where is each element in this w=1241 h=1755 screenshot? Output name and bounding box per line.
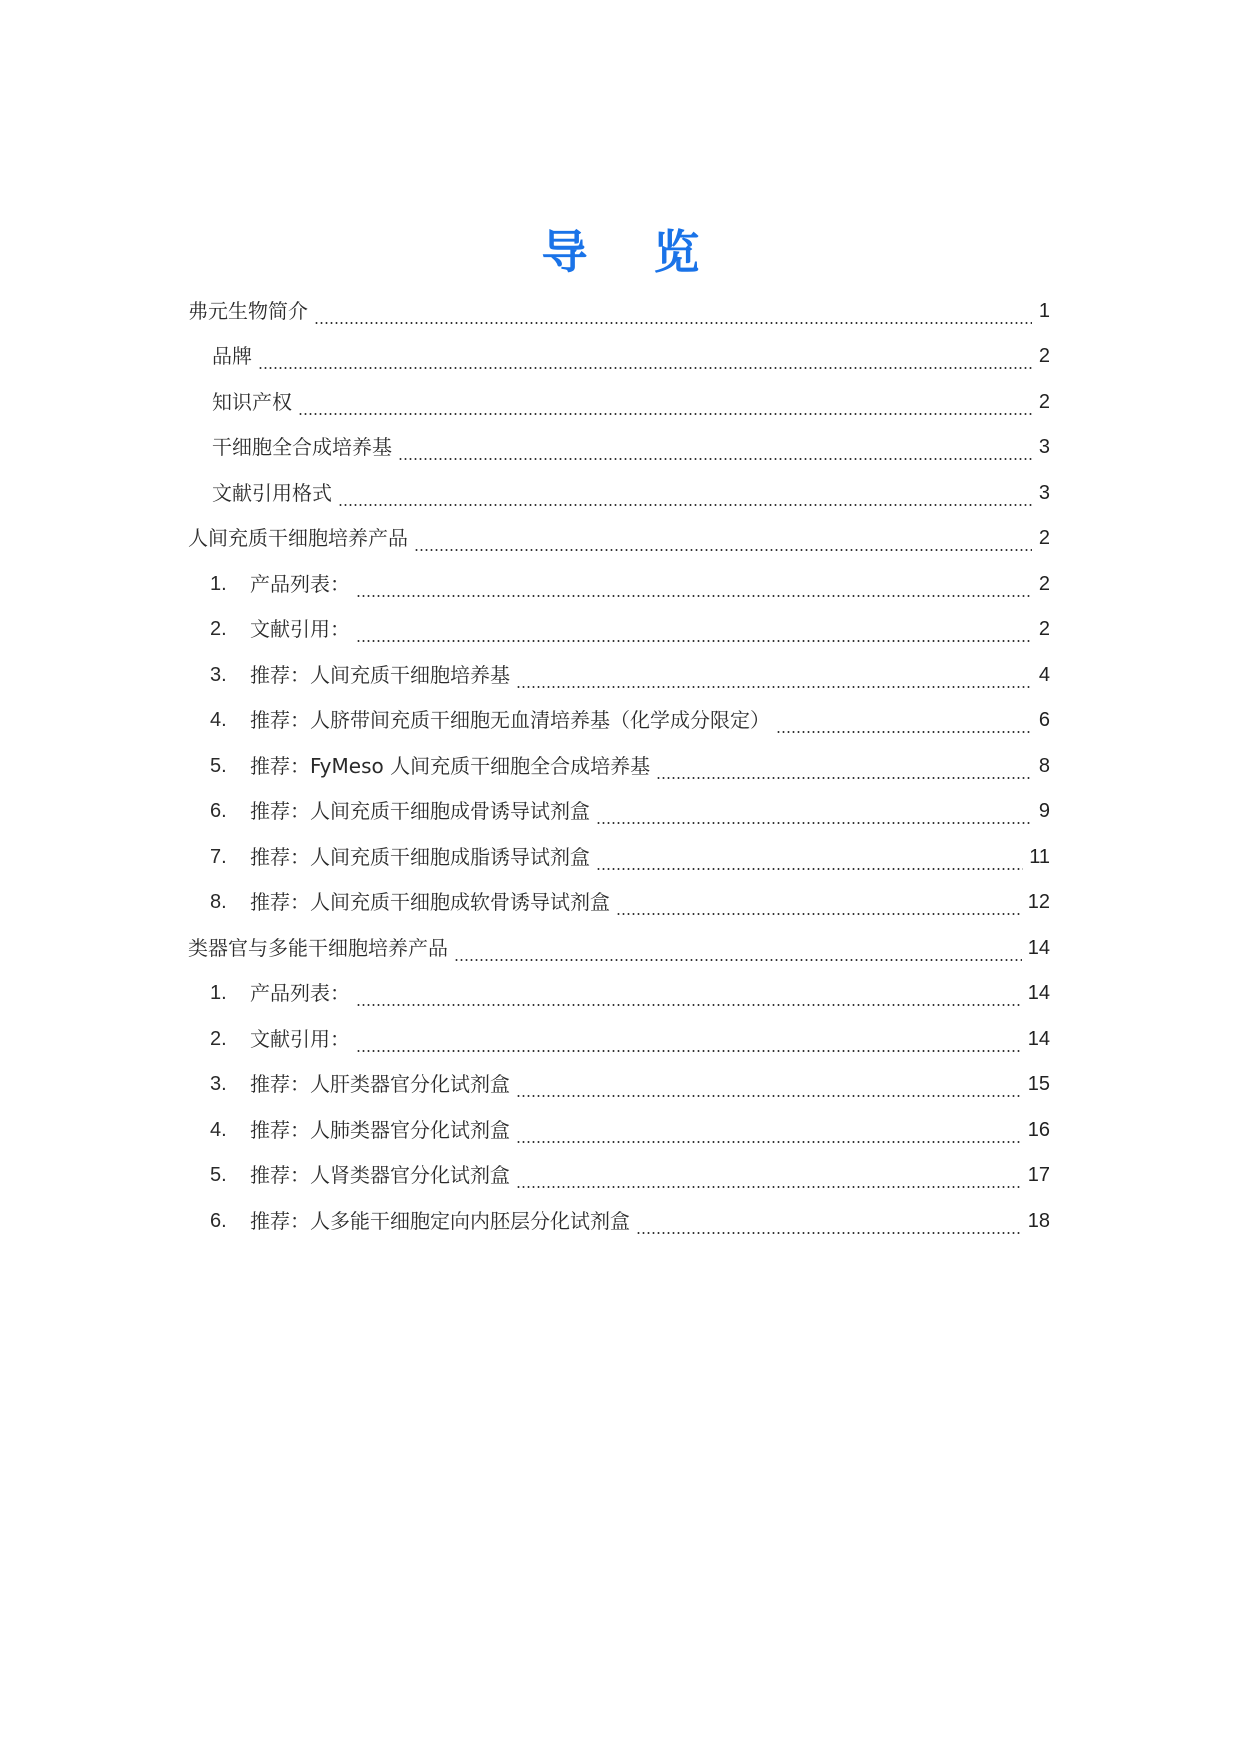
toc-page-number[interactable]: 3	[1038, 481, 1050, 504]
toc-entry-number: 3.	[210, 1073, 227, 1096]
toc-subentry[interactable]	[188, 880, 1050, 926]
toc-page-number[interactable]: 17	[1027, 1164, 1050, 1187]
toc-entry-number: 6.	[210, 800, 227, 823]
toc-entry-number: 8.	[210, 891, 227, 914]
toc-page-number[interactable]: 12	[1027, 891, 1050, 914]
dot-leader	[356, 595, 1032, 597]
dot-leader	[516, 1095, 1022, 1097]
dot-leader	[656, 777, 1032, 779]
toc-entry-label[interactable]: 推荐：人肺类器官分化试剂盒	[250, 1117, 510, 1142]
dot-leader	[516, 1186, 1022, 1188]
toc-section-entry[interactable]	[188, 516, 1050, 562]
toc-entry-number: 3.	[210, 663, 227, 686]
toc-entry-label[interactable]: 知识产权	[212, 389, 292, 414]
toc-page-number[interactable]: 2	[1038, 390, 1050, 413]
dot-leader	[356, 1004, 1022, 1006]
dot-leader	[596, 822, 1032, 824]
toc-entry-number: 1.	[210, 982, 227, 1005]
toc-page-number[interactable]: 18	[1027, 1209, 1050, 1232]
toc-page-number[interactable]: 6	[1038, 709, 1050, 732]
toc-subentry[interactable]	[188, 1107, 1050, 1153]
toc-entry-label[interactable]: 推荐：人间充质干细胞培养基	[250, 662, 510, 687]
dot-leader	[616, 913, 1022, 915]
toc-subentry[interactable]	[188, 652, 1050, 698]
toc-subentry[interactable]	[188, 425, 1050, 471]
toc-page-number[interactable]: 9	[1038, 800, 1050, 823]
toc-page-number[interactable]: 8	[1038, 754, 1050, 777]
dot-leader	[516, 686, 1032, 688]
toc-subentry[interactable]	[188, 1062, 1050, 1108]
dot-leader	[596, 868, 1023, 870]
dot-leader	[398, 458, 1032, 460]
toc-entry-number: 5.	[210, 754, 227, 777]
toc-page-number[interactable]: 14	[1027, 936, 1050, 959]
toc-subentry[interactable]	[188, 607, 1050, 653]
dot-leader	[258, 367, 1032, 369]
toc-entry-label[interactable]: 推荐：人肾类器官分化试剂盒	[250, 1163, 510, 1188]
toc-entry-label[interactable]: 干细胞全合成培养基	[212, 435, 392, 460]
toc-page-number[interactable]: 16	[1027, 1118, 1050, 1141]
page-title	[0, 222, 1241, 282]
toc-entry-label[interactable]: 文献引用：	[250, 1026, 350, 1051]
dot-leader	[414, 549, 1032, 551]
toc-entry-label[interactable]: 推荐：人间充质干细胞成脂诱导试剂盒	[250, 844, 590, 869]
toc-page-number[interactable]: 2	[1038, 618, 1050, 641]
toc-subentry[interactable]	[188, 698, 1050, 744]
toc-page-number[interactable]: 14	[1027, 1027, 1050, 1050]
toc-entry-label[interactable]: 推荐：人脐带间充质干细胞无血清培养基（化学成分限定）	[250, 708, 770, 733]
toc-entry-number: 5.	[210, 1164, 227, 1187]
toc-entry-label[interactable]: 推荐：FyMeso 人间充质干细胞全合成培养基	[250, 753, 651, 778]
toc-page-number[interactable]: 1	[1038, 299, 1050, 322]
toc-page-number[interactable]: 2	[1038, 527, 1050, 550]
toc-page-number[interactable]: 15	[1027, 1073, 1050, 1096]
toc-entry-label[interactable]: 弗元生物简介	[188, 298, 308, 323]
dot-leader	[636, 1232, 1022, 1234]
toc-entry-label[interactable]: 推荐：人间充质干细胞成软骨诱导试剂盒	[250, 890, 610, 915]
dot-leader	[338, 504, 1032, 506]
page-title-char-1: 导	[541, 225, 588, 279]
toc-page-number[interactable]: 2	[1038, 572, 1050, 595]
toc-page-number[interactable]: 11	[1029, 845, 1050, 868]
toc-subentry[interactable]	[188, 470, 1050, 516]
toc-entry-label[interactable]: 产品列表：	[250, 571, 350, 596]
toc-subentry[interactable]	[188, 789, 1050, 835]
dot-leader	[356, 640, 1032, 642]
toc-entry-label[interactable]: 推荐：人肝类器官分化试剂盒	[250, 1072, 510, 1097]
toc-subentry[interactable]	[188, 561, 1050, 607]
toc-entry-label[interactable]: 推荐：人多能干细胞定向内胚层分化试剂盒	[250, 1208, 630, 1233]
toc-entry-label[interactable]: 品牌	[212, 344, 252, 369]
page-title-char-2: 览	[653, 225, 700, 279]
toc-entry-label[interactable]: 人间充质干细胞培养产品	[188, 526, 408, 551]
toc-page-number[interactable]: 4	[1038, 663, 1050, 686]
toc-entry-number: 4.	[210, 709, 227, 732]
toc-entry-label[interactable]: 类器官与多能干细胞培养产品	[188, 935, 448, 960]
toc-subentry[interactable]	[188, 834, 1050, 880]
toc-entry-number: 1.	[210, 572, 227, 595]
toc-subentry[interactable]	[188, 1016, 1050, 1062]
dot-leader	[454, 959, 1022, 961]
toc-entry-label[interactable]: 文献引用格式	[212, 480, 332, 505]
table-of-contents	[188, 288, 1050, 1244]
toc-entry-number: 6.	[210, 1209, 227, 1232]
toc-section-entry[interactable]	[188, 925, 1050, 971]
toc-entry-label[interactable]: 推荐：人间充质干细胞成骨诱导试剂盒	[250, 799, 590, 824]
toc-subentry[interactable]	[188, 743, 1050, 789]
toc-entry-number: 2.	[210, 1027, 227, 1050]
dot-leader	[356, 1050, 1022, 1052]
toc-entry-label[interactable]: 文献引用：	[250, 617, 350, 642]
toc-subentry[interactable]	[188, 334, 1050, 380]
toc-entry-number: 7.	[210, 845, 227, 868]
toc-section-entry[interactable]	[188, 288, 1050, 334]
toc-entry-label[interactable]: 产品列表：	[250, 981, 350, 1006]
dot-leader	[314, 322, 1032, 324]
toc-page-number[interactable]: 3	[1038, 436, 1050, 459]
dot-leader	[516, 1141, 1022, 1143]
toc-entry-number: 4.	[210, 1118, 227, 1141]
toc-entry-number: 2.	[210, 618, 227, 641]
dot-leader	[298, 413, 1032, 415]
toc-page-number[interactable]: 14	[1027, 982, 1050, 1005]
toc-subentry[interactable]	[188, 1153, 1050, 1199]
dot-leader	[776, 731, 1032, 733]
toc-subentry[interactable]	[188, 1198, 1050, 1244]
toc-page-number[interactable]: 2	[1038, 345, 1050, 368]
toc-subentry[interactable]	[188, 379, 1050, 425]
toc-subentry[interactable]	[188, 971, 1050, 1017]
